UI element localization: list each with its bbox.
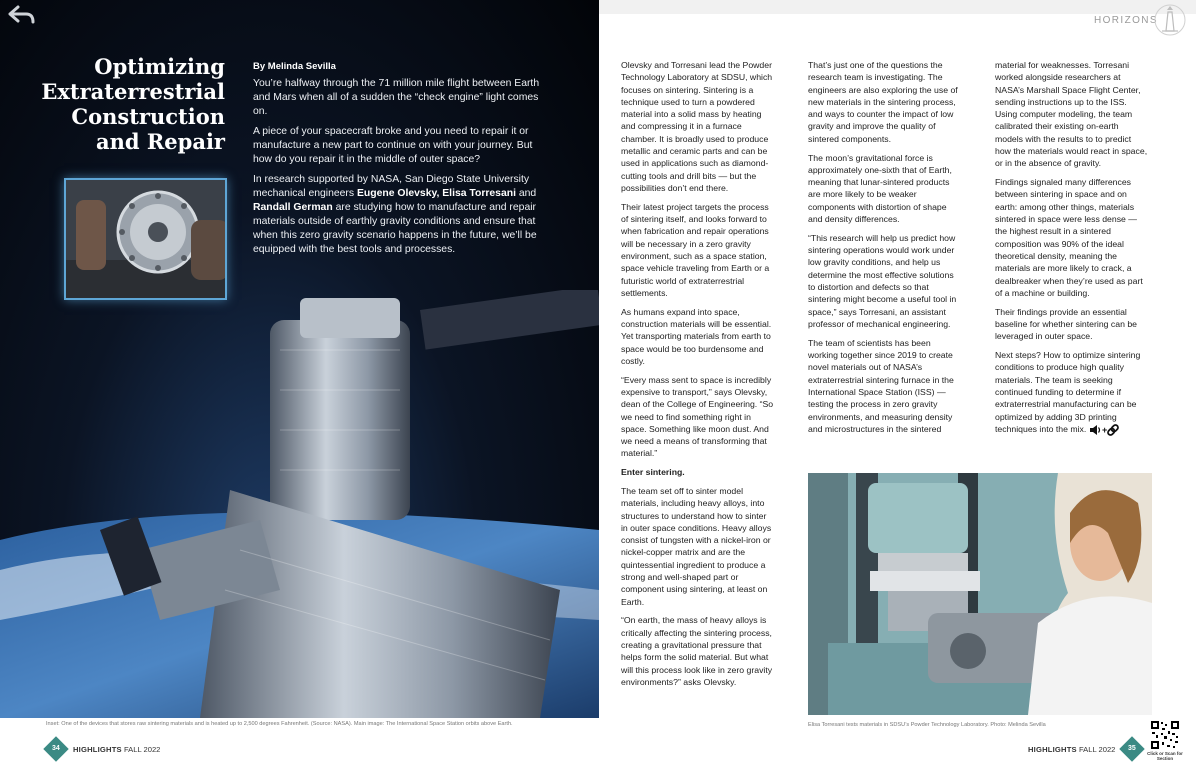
researcher-names: Eugene Olevsky, Elisa Torresani — [356, 188, 516, 199]
body-paragraph: Their latest project targets the process of sintering itself, and looks forward to when fabrication and repair operations will be necessary in a zero gravity environment, such as a space station, space vehicle traveling from Earth or a futuristic world of extraterrestrial settlements. — [621, 201, 770, 298]
body-column-1 — [621, 59, 775, 695]
folio-right — [1028, 745, 1115, 754]
body-paragraph: That’s just one of the questions the research team is investigating. The engineers are also exploring the use of new materials in the sintering process, and ways to counter the impact of low gravity and improve the quality of sintered components. — [808, 60, 958, 144]
folio-left — [73, 745, 160, 754]
body-column-2 — [808, 59, 962, 442]
section-name: HORIZONS — [1094, 15, 1158, 26]
hero-panel — [0, 0, 599, 718]
back-arrow-icon[interactable] — [6, 4, 36, 26]
left-caption: Inset: One of the devices that stores raw sintering materials and is heated up to 2,500 degrees Fahrenheit. (Source: NASA). Main image: The International Space Station orbits above Earth. — [46, 721, 513, 727]
plus-icon: + — [1101, 424, 1107, 435]
issue-label: FALL 2022 — [123, 745, 161, 754]
lead-text — [253, 77, 541, 263]
body-column-3 — [995, 59, 1149, 442]
lead-text-part: In research supported by NASA, San Diego State University mechanical engineers — [253, 174, 530, 199]
page-number-badge — [1119, 736, 1144, 761]
subheading: Enter sintering. — [621, 467, 685, 478]
right-caption: Elisa Torresani tests materials in SDSU’s Powder Technology Laboratory. Photo: Melinda Sevilla — [808, 722, 1046, 728]
magazine-name: HIGHLIGHTS — [73, 745, 122, 754]
body-paragraph: Olevsky and Torresani lead the Powder Technology Laboratory at SDSU, which focuses on sintering. Sintering is a technique used to turn a powdered material into a solid mass by heating and compressing it in a furnace chamber. It is broadly used to produce metallic and ceramic parts and can be used in applications such as diamond-cutting tools and drill bits — but the possibilities don’t end there. — [621, 60, 773, 193]
body-paragraph: The team set off to sinter model materials, including heavy alloys, into structures to understand how to sinter in outer space conditions. Heavy alloys consist of tungsten with a nickel-iron or nickel-copper matrix and are the quintessential ingredient to produce a strong and well-shaped part or component using sintering, at least on Earth. — [621, 486, 772, 607]
page-number-badge — [43, 736, 68, 761]
body-paragraph: “This research will help us predict how sintering operations would work under low gravity conditions, and help us determine the most effective solutions to distortion and defects so that sintering might become a useful tool in space,” says Torresani, an assistant professor of mechanical engineering. — [808, 232, 957, 329]
top-strip — [599, 0, 1196, 14]
right-page — [599, 0, 1196, 766]
researcher-names: Randall German — [253, 202, 333, 213]
body-paragraph — [995, 349, 1149, 435]
lead-text-part: and — [515, 188, 537, 199]
qr-code[interactable] — [1150, 720, 1180, 750]
link-icon[interactable] — [1107, 424, 1119, 436]
end-icons — [1089, 424, 1119, 436]
lead-paragraph — [253, 173, 541, 257]
lead-paragraph: You’re halfway through the 71 million mile flight between Earth and Mars when all of a sudden the “check engine” light comes on. — [253, 78, 540, 117]
main-image-space-station — [0, 290, 599, 718]
issue-label: FALL 2022 — [1078, 745, 1116, 754]
lab-photo-torresani — [808, 473, 1152, 715]
body-paragraph: Their findings provide an essential baseline for whether sintering can be leveraged in outer space. — [995, 306, 1137, 342]
body-paragraph: “Every mass sent to space is incredibly expensive to transport,” says Olevsky, dean of the College of Engineering. “So we need to find something right in space. Something like moon dust. And we need a means of transforming that material.” — [621, 374, 774, 459]
qr-label: Click or Scan for Section — [1147, 751, 1183, 761]
body-paragraph: The moon’s gravitational force is approximately one-sixth that of Earth, meaning that lunar-sintered products are more likely to be weaker components with distortion of shape and density differences. — [808, 152, 952, 225]
inset-photo-sintering-device — [64, 178, 227, 300]
body-paragraph: The team of scientists has been working together since 2019 to create novel materials out of NASA’s extraterrestrial sintering furnace in the International Space Station (ISS) — testing the process in zero gravity environments, and measuring density and microstructures in the sintered — [808, 337, 954, 434]
body-paragraph: Findings signaled many differences between sintering in space and on earth: among other things, materials sintered in space were less dense — the highest result in a sintered composition was 90% of the ideal theoretical density, meaning the materials are more likely to crack, a dealbreaker when they’re used as part of a machine or building. — [995, 177, 1143, 298]
magazine-name: HIGHLIGHTS — [1028, 745, 1077, 754]
lead-paragraph: A piece of your spacecraft broke and you need to repair it or manufacture a new part to continue on with your journey. But how do you repair it in the middle of outer space? — [253, 126, 533, 165]
body-paragraph: material for weaknesses. Torresani worked alongside researchers at NASA’s Marshall Space Flight Center, sending instructions up to the ISS. Using computer modeling, the team calibrated their existing on-earth models with the results to to predict how the materials would react in space, or in the absence of gravity. — [995, 60, 1148, 169]
body-text: Next steps? How to optimize sintering conditions to produce high quality materials. The team is seeking continued funding to determine if extraterrestrial manufacturing can be optimized by adding 3D printing techniques into the mix. — [995, 350, 1141, 434]
page-number: 35 — [1128, 744, 1136, 752]
speaker-icon[interactable] — [1090, 425, 1100, 435]
page-number: 34 — [52, 744, 60, 752]
body-paragraph: “On earth, the mass of heavy alloys is critically affecting the sintering process, creating a gravitational pressure that helps form the solid material. But what will this process look like in zero gravity environments?” asks Olevsky. — [621, 615, 773, 687]
body-paragraph: As humans expand into space, construction materials will be essential. Yet transporting materials from earth to space would be too burdensome and costly. — [621, 306, 772, 366]
lighthouse-icon[interactable] — [1152, 3, 1188, 37]
byline: By Melinda Sevilla — [253, 61, 336, 72]
article-title: Optimizing Extraterrestrial Construction and Repair — [41, 54, 225, 154]
lead-text-part: are studying how to manufacture and repair materials outside of earthly gravity conditions and ensure that when this zero gravity scenario happens in the future, we’ll be equipped with the best tools and processes. — [253, 202, 537, 255]
